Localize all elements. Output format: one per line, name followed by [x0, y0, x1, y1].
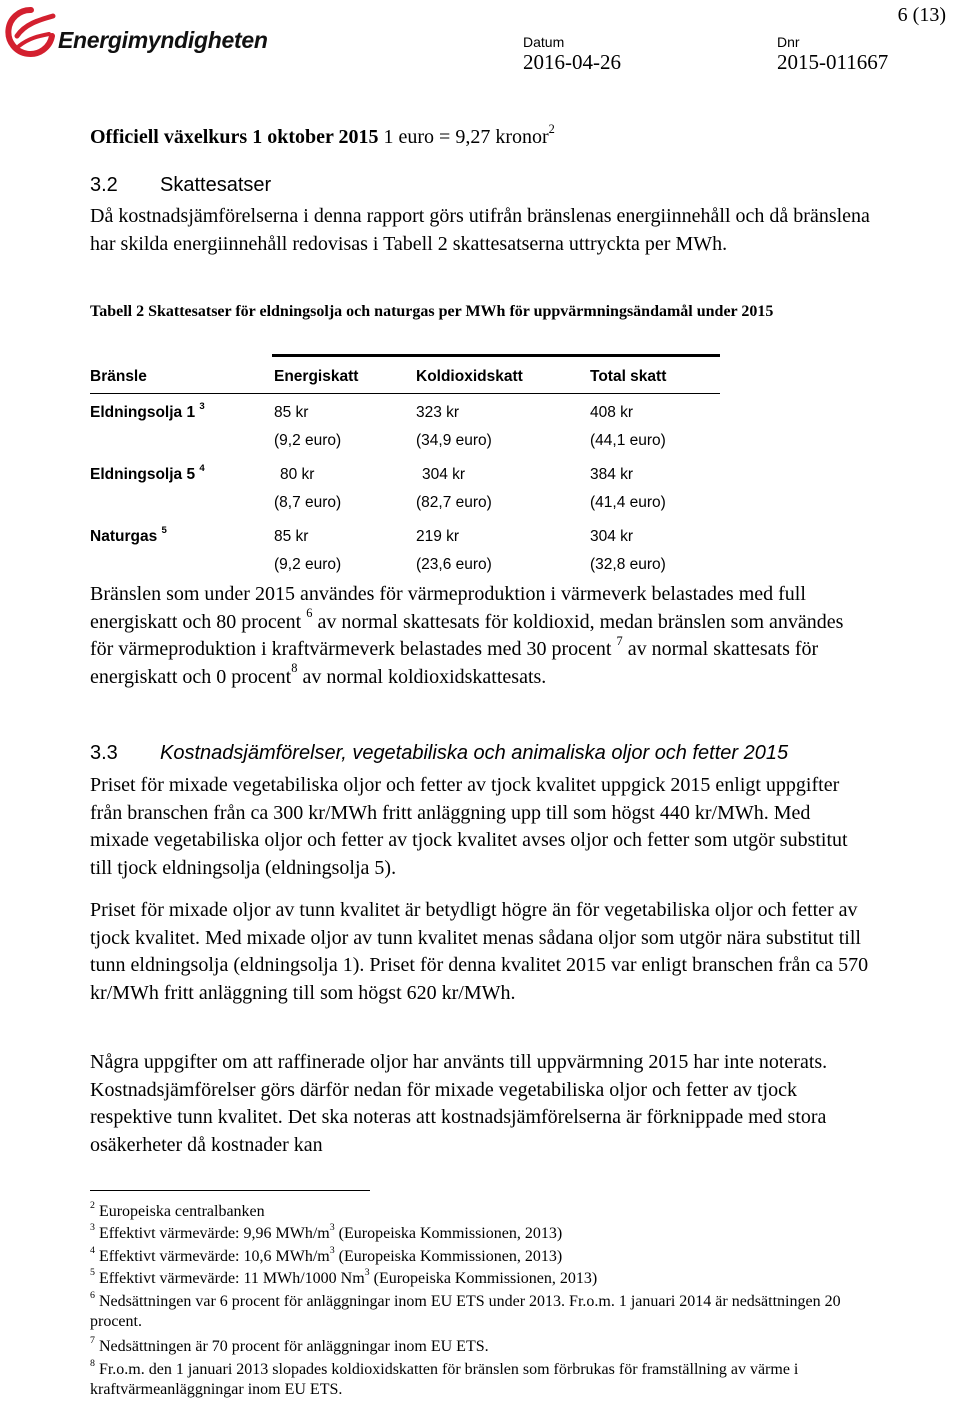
- table-header-cell: Koldioxidskatt: [416, 368, 523, 385]
- table-header-rule: [90, 393, 720, 394]
- table-cell: 304 kr: [422, 466, 466, 483]
- table-cell: (82,7 euro): [416, 494, 492, 511]
- table-row-fuel: Eldningsolja 1 $^3$: [90, 400, 205, 421]
- section-3-3-paragraph-3: Några uppgifter om att raffinerade oljor har använts till uppvärmning 2015 har inte noterats. Kostnadsjämförelser görs därför nedan för mixade vegetabiliska oljor och fetter av tjock respektive tunn kvalitet. Det ska noteras att kostnadsjämförelserna är förknippade med stora osäkerheter då kostnader kan: [90, 1051, 828, 1156]
- footnote: $^8$ Fr.o.m. den 1 januari 2013 slopades koldioxidskatten för bränslen som förbrukas för framställning av värme i kraftvärmeanläggningar inom EU ETS.: [90, 1357, 799, 1398]
- section-title: Skattesatser: [160, 174, 272, 196]
- table-row-fuel: Naturgas $^5$: [90, 524, 167, 545]
- page-number: 6 (13): [897, 4, 946, 26]
- date-label: Datum: [523, 34, 565, 50]
- section-title: Kostnadsjämförelser, vegetabiliska och animaliska oljor och fetter 2015: [160, 742, 789, 764]
- footnote: $^4$ Effektivt värmevärde: 10,6 MWh/$m^3$ (Europeiska Kommissionen, 2013): [90, 1244, 563, 1265]
- dnr-value: 2015-011667: [777, 50, 889, 74]
- logo-wordmark: Energimyndigheten: [58, 27, 268, 53]
- table-cell: (8,7 euro): [274, 494, 342, 511]
- table-cell: 85 kr: [274, 528, 309, 545]
- footnote: $^3$ Effektivt värmevärde: 9,96 MWh/$m^3$ (Europeiska Kommissionen, 2013): [90, 1221, 563, 1242]
- exchange-rate-text: 1 euro = 9,27 kronor: [378, 126, 549, 148]
- footnote-separator: [90, 1190, 370, 1191]
- table-cell: (9,2 euro): [274, 432, 342, 449]
- exchange-rate-line: [90, 121, 870, 152]
- table-cell: 384 kr: [590, 466, 634, 483]
- table-cell: 219 kr: [416, 528, 460, 545]
- table-row-fuel: Eldningsolja 5 $^4$: [90, 462, 205, 483]
- footnote-ref: 2: [548, 121, 555, 136]
- footnote: $^2$ Europeiska centralbanken: [90, 1199, 265, 1220]
- table-cell: (44,1 euro): [590, 432, 666, 449]
- table-cell: (23,6 euro): [416, 556, 492, 573]
- table-cell: (32,8 euro): [590, 556, 666, 573]
- after-table-paragraph: Bränslen som under 2015 användes för värmeproduktion i värmeverk belastades med full energiskatt och 80 procent $^6$ av normal skattesats för koldioxid, medan bränslen som användes för värmeproduktion i kraftvärmeverk belastades med 30 procent $^7$ av normal skattesats för energiskatt och 0 procent$^8$ av normal koldioxidskattesats.: [90, 583, 844, 688]
- table-cell: 304 kr: [590, 528, 634, 545]
- table-header-cell: Total skatt: [590, 368, 667, 385]
- section-number: 3.2: [90, 174, 118, 196]
- table-cell: 80 kr: [280, 466, 315, 483]
- table-cell: (9,2 euro): [274, 556, 342, 573]
- section-heading-3-3: [90, 742, 788, 765]
- table-cell: 323 kr: [416, 404, 460, 421]
- table-caption: Tabell 2 Skattesatser för eldningsolja och naturgas per MWh för uppvärmningsändamål under 2015: [90, 303, 774, 320]
- section-number: 3.3: [90, 742, 118, 764]
- table-header-cell: Bränsle: [90, 368, 147, 385]
- table-cell: (34,9 euro): [416, 432, 492, 449]
- section-3-3-paragraph-2: Priset för mixade oljor av tunn kvalitet är betydligt högre än för vegetabiliska oljor och fetter av tjock kvalitet. Med mixade oljor av tunn kvalitet menas sådana oljor som utgör nära substitut till tunn eldningsolja (eldningsolja 1). Priset för denna kvalitet 2015 var enligt branschen från ca 570 kr/MWh fritt anläggning till som högst 620 kr/MWh.: [90, 899, 869, 1004]
- dnr-label: Dnr: [777, 34, 800, 50]
- table-header-cell: Energiskatt: [274, 368, 359, 385]
- footnote: $^7$ Nedsättningen är 70 procent för anläggningar inom EU ETS.: [90, 1334, 489, 1355]
- table-cell: 408 kr: [590, 404, 634, 421]
- exchange-rate-bold: Officiell växelkurs 1 oktober 2015: [90, 126, 379, 148]
- table-top-rule: [272, 354, 720, 357]
- table-cell: 85 kr: [274, 404, 309, 421]
- logo-swirl-icon: [5, 6, 57, 58]
- date-value: 2016-04-26: [523, 50, 621, 74]
- section-3-3-paragraph-1: Priset för mixade vegetabiliska oljor och fetter av tjock kvalitet uppgick 2015 enligt uppgifter från branschen från ca 300 kr/MWh fritt anläggning upp till som högst 440 kr/MWh. Med mixade vegetabiliska oljor och fetter av tjock kvalitet avses oljor och fetter som utgör substitut till tjock eldningsolja (eldningsolja 5).: [90, 774, 848, 879]
- table-cell: (41,4 euro): [590, 494, 666, 511]
- section-3-2-paragraph: Då kostnadsjämförelserna i denna rapport görs utifrån bränslenas energiinnehåll och då bränslena har skilda energiinnehåll redovisas i Tabell 2 skattesatserna uttryckta per MWh.: [90, 205, 870, 255]
- footnote: $^6$ Nedsättningen var 6 procent för anläggningar inom EU ETS under 2013. Fr.o.m. 1 januari 2014 är nedsättningen 20 procent.: [90, 1289, 841, 1330]
- footnote: $^5$ Effektivt värmevärde: 11 MWh/1000 Nm$^3$ (Europeiska Kommissionen, 2013): [90, 1266, 598, 1287]
- section-heading-3-2: [90, 174, 271, 197]
